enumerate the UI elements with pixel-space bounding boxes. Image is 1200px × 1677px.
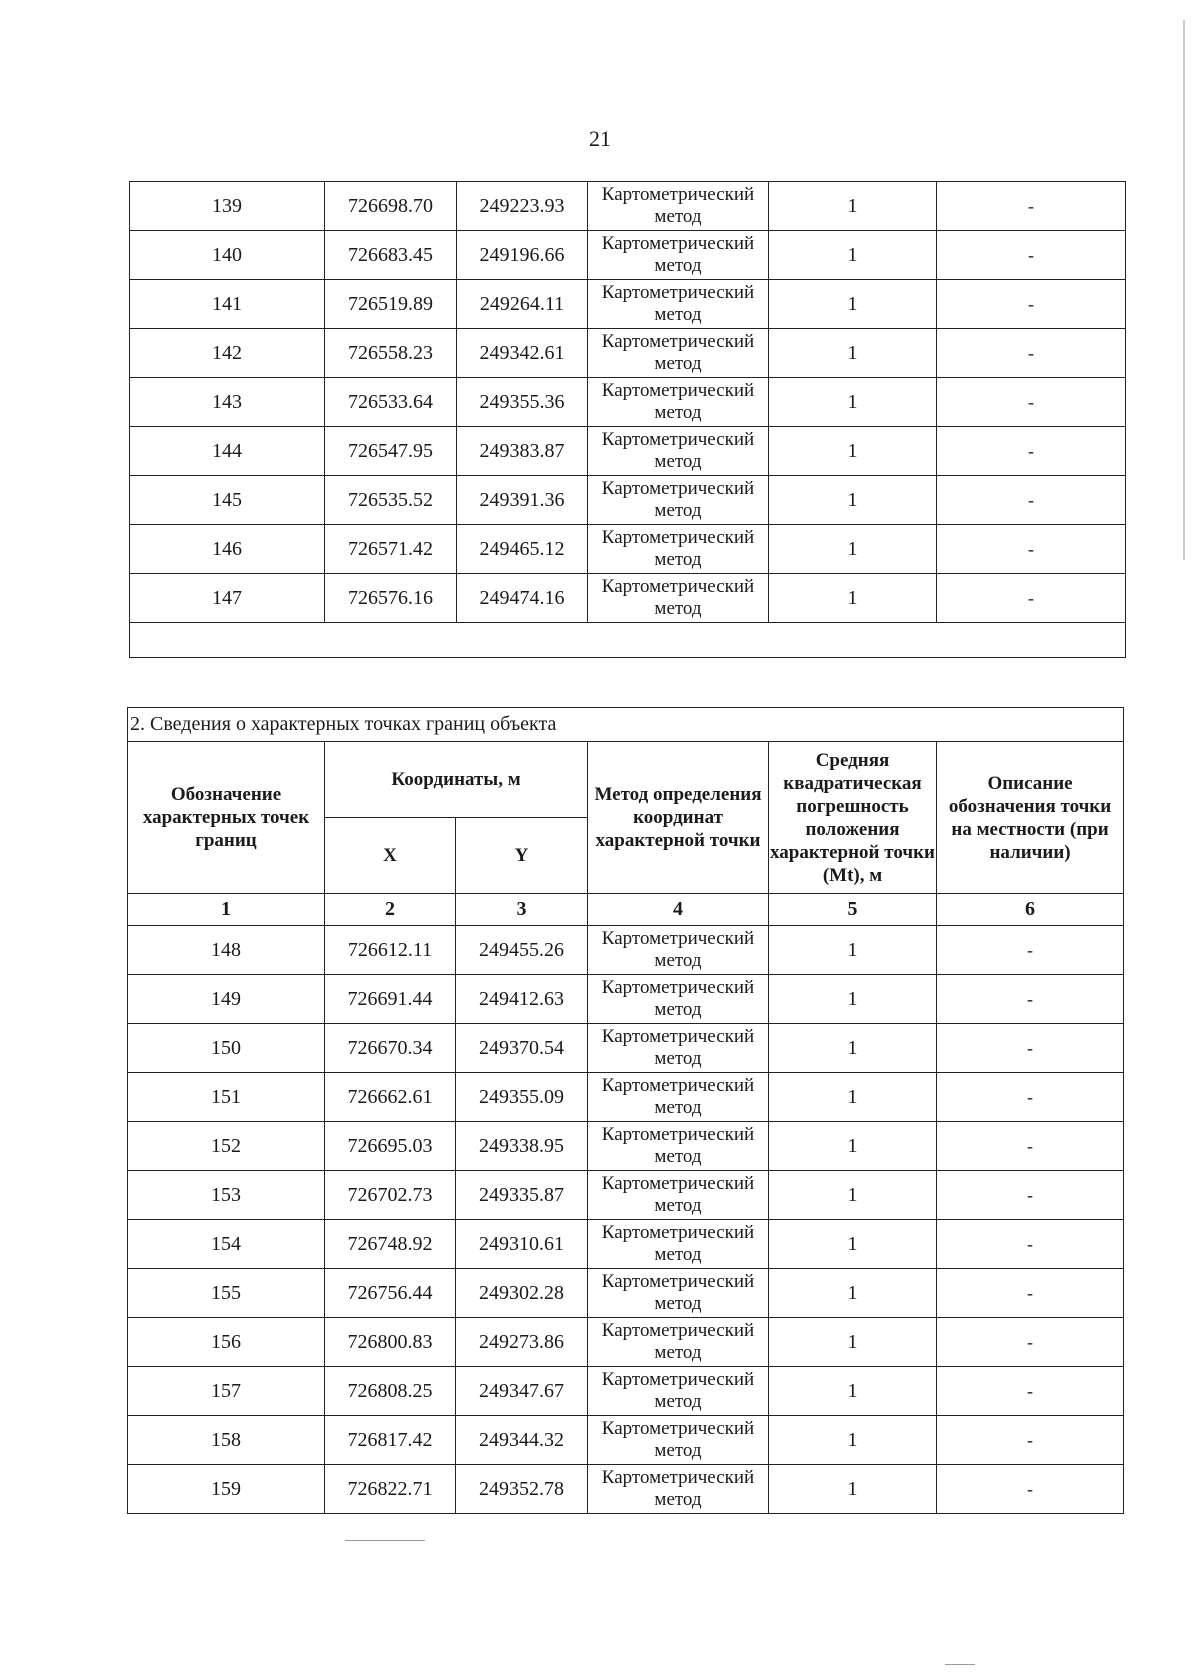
point-cell: 151	[128, 1073, 325, 1122]
mt-cell: 1	[769, 926, 937, 975]
method-cell: Картометрический метод	[588, 476, 769, 525]
table-row	[128, 975, 1124, 1024]
description-cell: -	[937, 574, 1126, 623]
x-coordinate-cell: 726698.70	[325, 182, 457, 231]
mt-cell: 1	[769, 1171, 937, 1220]
mt-cell: 1	[769, 1073, 937, 1122]
y-coordinate-cell: 249273.86	[456, 1318, 588, 1367]
method-cell: Картометрический метод	[588, 1220, 769, 1269]
header-method: Метод определения координат характерной точки	[588, 742, 769, 894]
column-number: 1	[128, 894, 325, 926]
table-row	[130, 476, 1126, 525]
x-coordinate-cell: 726822.71	[325, 1465, 456, 1514]
description-cell: -	[937, 476, 1126, 525]
y-coordinate-cell: 249196.66	[457, 231, 588, 280]
column-number: 3	[456, 894, 588, 926]
description-cell: -	[937, 427, 1126, 476]
point-cell: 156	[128, 1318, 325, 1367]
x-coordinate-cell: 726558.23	[325, 329, 457, 378]
method-cell: Картометрический метод	[588, 378, 769, 427]
y-coordinate-cell: 249344.32	[456, 1416, 588, 1465]
point-cell: 143	[130, 378, 325, 427]
header-x: X	[325, 818, 456, 894]
table-row	[130, 574, 1126, 623]
description-cell: -	[937, 182, 1126, 231]
table-row	[130, 231, 1126, 280]
point-cell: 145	[130, 476, 325, 525]
point-cell: 142	[130, 329, 325, 378]
y-coordinate-cell: 249383.87	[457, 427, 588, 476]
table-row	[128, 1171, 1124, 1220]
table-row	[130, 378, 1126, 427]
mt-cell: 1	[769, 378, 937, 427]
method-cell: Картометрический метод	[588, 1024, 769, 1073]
y-coordinate-cell: 249412.63	[456, 975, 588, 1024]
y-coordinate-cell: 249347.67	[456, 1367, 588, 1416]
y-coordinate-cell: 249338.95	[456, 1122, 588, 1171]
method-cell: Картометрический метод	[588, 427, 769, 476]
method-cell: Картометрический метод	[588, 1465, 769, 1514]
coordinates-table-continued	[129, 181, 1126, 658]
point-cell: 149	[128, 975, 325, 1024]
table-caption: 2. Сведения о характерных точках границ объекта	[128, 708, 1124, 742]
scan-edge-line	[1183, 20, 1185, 560]
description-cell: -	[937, 1220, 1124, 1269]
description-cell: -	[937, 1171, 1124, 1220]
mt-cell: 1	[769, 280, 937, 329]
y-coordinate-cell: 249391.36	[457, 476, 588, 525]
x-coordinate-cell: 726817.42	[325, 1416, 456, 1465]
method-cell: Картометрический метод	[588, 231, 769, 280]
mt-cell: 1	[769, 975, 937, 1024]
method-cell: Картометрический метод	[588, 1073, 769, 1122]
table-row	[130, 329, 1126, 378]
x-coordinate-cell: 726808.25	[325, 1367, 456, 1416]
x-coordinate-cell: 726683.45	[325, 231, 457, 280]
description-cell: -	[937, 1416, 1124, 1465]
column-number: 4	[588, 894, 769, 926]
table-row	[128, 1416, 1124, 1465]
y-coordinate-cell: 249455.26	[456, 926, 588, 975]
y-coordinate-cell: 249310.61	[456, 1220, 588, 1269]
y-coordinate-cell: 249264.11	[457, 280, 588, 329]
x-coordinate-cell: 726612.11	[325, 926, 456, 975]
point-cell: 140	[130, 231, 325, 280]
description-cell: -	[937, 1073, 1124, 1122]
point-cell: 157	[128, 1367, 325, 1416]
table-row	[128, 1318, 1124, 1367]
x-coordinate-cell: 726662.61	[325, 1073, 456, 1122]
point-cell: 155	[128, 1269, 325, 1318]
column-numbers-row	[128, 894, 1124, 926]
method-cell: Картометрический метод	[588, 1122, 769, 1171]
y-coordinate-cell: 249370.54	[456, 1024, 588, 1073]
description-cell: -	[937, 329, 1126, 378]
mt-cell: 1	[769, 1367, 937, 1416]
x-coordinate-cell: 726756.44	[325, 1269, 456, 1318]
point-cell: 154	[128, 1220, 325, 1269]
point-cell: 148	[128, 926, 325, 975]
table-row	[128, 1220, 1124, 1269]
mt-cell: 1	[769, 574, 937, 623]
method-cell: Картометрический метод	[588, 280, 769, 329]
table-row	[128, 1465, 1124, 1514]
header-coords: Координаты, м	[325, 742, 588, 818]
mt-cell: 1	[769, 525, 937, 574]
scan-artifact	[345, 1540, 425, 1541]
point-cell: 147	[130, 574, 325, 623]
table-row	[128, 1269, 1124, 1318]
method-cell: Картометрический метод	[588, 525, 769, 574]
table-row	[130, 182, 1126, 231]
mt-cell: 1	[769, 1465, 937, 1514]
mt-cell: 1	[769, 1122, 937, 1171]
mt-cell: 1	[769, 476, 937, 525]
x-coordinate-cell: 726547.95	[325, 427, 457, 476]
method-cell: Картометрический метод	[588, 1367, 769, 1416]
description-cell: -	[937, 975, 1124, 1024]
y-coordinate-cell: 249335.87	[456, 1171, 588, 1220]
table-row	[128, 1122, 1124, 1171]
x-coordinate-cell: 726691.44	[325, 975, 456, 1024]
empty-row	[130, 623, 1126, 658]
description-cell: -	[937, 1465, 1124, 1514]
description-cell: -	[937, 926, 1124, 975]
header-y: Y	[456, 818, 588, 894]
description-cell: -	[937, 1318, 1124, 1367]
mt-cell: 1	[769, 1318, 937, 1367]
method-cell: Картометрический метод	[588, 574, 769, 623]
x-coordinate-cell: 726670.34	[325, 1024, 456, 1073]
column-number: 2	[325, 894, 456, 926]
x-coordinate-cell: 726533.64	[325, 378, 457, 427]
y-coordinate-cell: 249352.78	[456, 1465, 588, 1514]
boundary-points-table	[127, 707, 1124, 1514]
description-cell: -	[937, 1024, 1124, 1073]
method-cell: Картометрический метод	[588, 975, 769, 1024]
x-coordinate-cell: 726535.52	[325, 476, 457, 525]
table-row	[128, 926, 1124, 975]
table-body	[128, 926, 1124, 1514]
mt-cell: 1	[769, 1220, 937, 1269]
description-cell: -	[937, 1122, 1124, 1171]
mt-cell: 1	[769, 1416, 937, 1465]
table-row	[128, 1367, 1124, 1416]
y-coordinate-cell: 249342.61	[457, 329, 588, 378]
table-row	[130, 280, 1126, 329]
method-cell: Картометрический метод	[588, 329, 769, 378]
y-coordinate-cell: 249474.16	[457, 574, 588, 623]
column-number: 6	[937, 894, 1124, 926]
mt-cell: 1	[769, 329, 937, 378]
y-coordinate-cell: 249355.36	[457, 378, 588, 427]
point-cell: 158	[128, 1416, 325, 1465]
header-desc: Описание обозначения точки на местности (при наличии)	[937, 742, 1124, 894]
x-coordinate-cell: 726571.42	[325, 525, 457, 574]
description-cell: -	[937, 1367, 1124, 1416]
y-coordinate-cell: 249465.12	[457, 525, 588, 574]
empty-cell	[130, 623, 1126, 658]
point-cell: 152	[128, 1122, 325, 1171]
method-cell: Картометрический метод	[588, 1269, 769, 1318]
description-cell: -	[937, 280, 1126, 329]
x-coordinate-cell: 726576.16	[325, 574, 457, 623]
mt-cell: 1	[769, 231, 937, 280]
table-row	[130, 427, 1126, 476]
description-cell: -	[937, 1269, 1124, 1318]
method-cell: Картометрический метод	[588, 1416, 769, 1465]
table-body	[130, 182, 1126, 658]
x-coordinate-cell: 726519.89	[325, 280, 457, 329]
header-point: Обозначение характерных точек границ	[128, 742, 325, 894]
column-number: 5	[769, 894, 937, 926]
table-row	[128, 1073, 1124, 1122]
x-coordinate-cell: 726748.92	[325, 1220, 456, 1269]
method-cell: Картометрический метод	[588, 182, 769, 231]
table-row	[130, 525, 1126, 574]
page-number: 21	[589, 126, 611, 151]
header-mt: Средняя квадратическая погрешность положения характерной точки (Mt), м	[769, 742, 937, 894]
point-cell: 139	[130, 182, 325, 231]
mt-cell: 1	[769, 427, 937, 476]
description-cell: -	[937, 231, 1126, 280]
x-coordinate-cell: 726800.83	[325, 1318, 456, 1367]
mt-cell: 1	[769, 1269, 937, 1318]
mt-cell: 1	[769, 1024, 937, 1073]
y-coordinate-cell: 249223.93	[457, 182, 588, 231]
method-cell: Картометрический метод	[588, 926, 769, 975]
point-cell: 150	[128, 1024, 325, 1073]
scan-artifact	[945, 1664, 975, 1665]
point-cell: 159	[128, 1465, 325, 1514]
mt-cell: 1	[769, 182, 937, 231]
table-row	[128, 1024, 1124, 1073]
x-coordinate-cell: 726695.03	[325, 1122, 456, 1171]
method-cell: Картометрический метод	[588, 1171, 769, 1220]
point-cell: 141	[130, 280, 325, 329]
point-cell: 146	[130, 525, 325, 574]
y-coordinate-cell: 249355.09	[456, 1073, 588, 1122]
description-cell: -	[937, 378, 1126, 427]
y-coordinate-cell: 249302.28	[456, 1269, 588, 1318]
point-cell: 144	[130, 427, 325, 476]
x-coordinate-cell: 726702.73	[325, 1171, 456, 1220]
description-cell: -	[937, 525, 1126, 574]
point-cell: 153	[128, 1171, 325, 1220]
method-cell: Картометрический метод	[588, 1318, 769, 1367]
